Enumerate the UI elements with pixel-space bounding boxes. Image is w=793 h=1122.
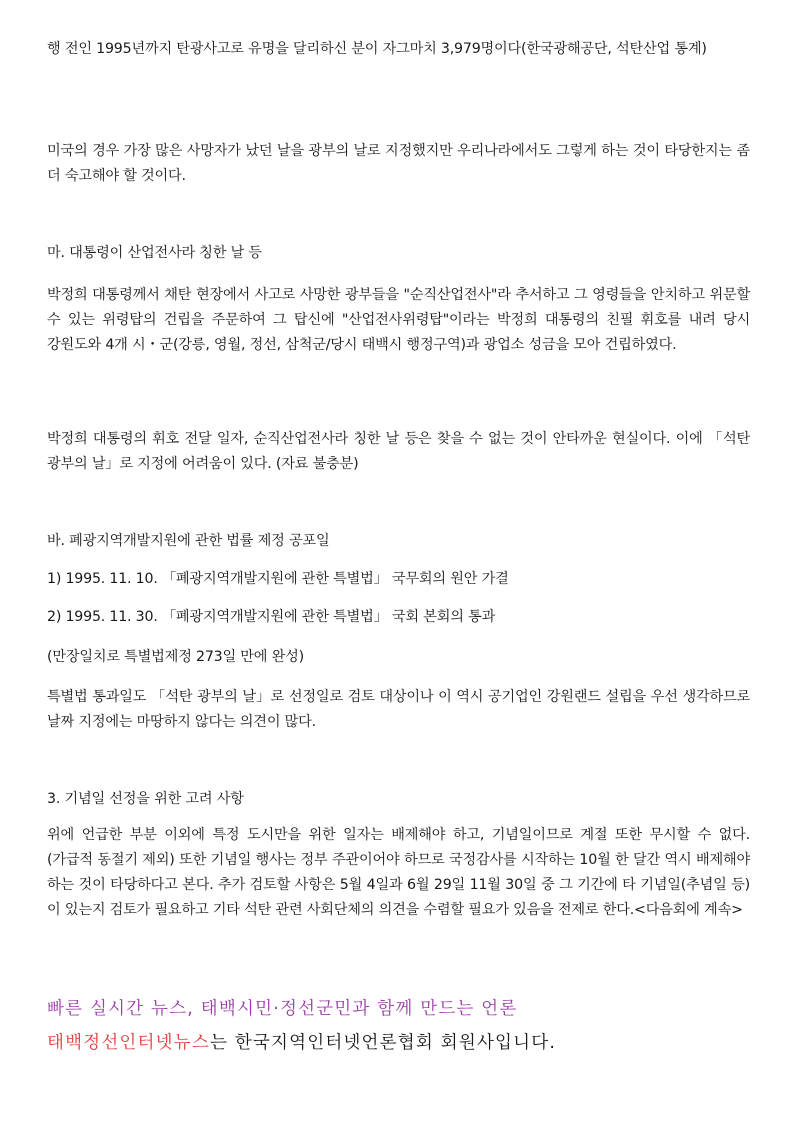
footer-membership-line (47, 1029, 767, 1054)
paragraph-us-miners-day: 미국의 경우 가장 많은 사망자가 났던 날을 광부의 날로 지정했지만 우리나라에서도 그렇게 하는 것이 타당한지는 좀 더 숙고해야 할 것이다. (47, 143, 750, 184)
section-heading-ba: 바. 폐광지역개발지원에 관한 법률 제정 공포일 (47, 533, 330, 549)
paragraph-no-records: 박정희 대통령의 휘호 전달 일자, 순직산업전사라 칭한 날 등은 찾을 수 없는 것이 안타까운 현실이다. 이에 「석탄 광부의 날」로 지정에 어려움이 있다. (자료 불충분) (47, 431, 750, 472)
list-item-assembly-passage: 2) 1995. 11. 30. 「폐광지역개발지원에 관한 특별법」 국회 본회의 통과 (47, 609, 496, 625)
paragraph-mine-accident-statistics: 행 전인 1995년까지 탄광사고로 유명을 달리하신 분이 자그마치 3,979명이다(한국광해공단, 석탄산업 통계) (47, 41, 707, 57)
list-item-cabinet-approval: 1) 1995. 11. 10. 「폐광지역개발지원에 관한 특별법」 국무회의 원안 가결 (47, 571, 509, 587)
paragraph-special-act-opinion: 특별법 통과일도 「석탄 광부의 날」로 선정일로 검토 대상이나 이 역시 공기업인 강원랜드 설립을 우선 생각하므로 날짜 지정에는 마땅하지 않다는 의견이 많다. (47, 689, 750, 730)
section-heading-3: 3. 기념일 선정을 위한 고려 사항 (47, 791, 244, 807)
footer-brand-name: 태백정선인터넷뉴스 (47, 1033, 210, 1053)
section-heading-ma: 마. 대통령이 산업전사라 칭한 날 등 (47, 245, 262, 261)
paragraph-memorial-tower: 박정희 대통령께서 채탄 현장에서 사고로 사망한 광부들을 "순직산업전사"라 추서하고 그 영령들을 안치하고 위문할 수 있는 위령탑의 건립을 주문하여 그 탑신에 "산업전사위령탑"이라는 박정희 대통령의 친필 휘호를 내려 당시 강원도와 4개 시・군(강릉, 영월, 정선, 삼척군/당시 태백시 행정구역)과 광업소 성금을 모아 건립하였다. (47, 287, 750, 353)
list-item-unanimous-note: (만장일치로 특별법제정 273일 만에 완성) (47, 649, 304, 665)
paragraph-considerations: 위에 언급한 부분 이외에 특정 도시만을 위한 일자는 배제해야 하고, 기념일이므로 계절 또한 무시할 수 없다. (가급적 동절기 제외) 또한 기념일 행사는 정부 주관이어야 하므로 국정감사를 시작하는 10월 한 달간 역시 배제해야 하는 것이 타당하다고 본다. 추가 검토할 사항은 5월 4일과 6월 29일 11월 30일 중 그 기간에 타 기념일(추념일 등)이 있는지 검토가 필요하고 기타 석탄 관련 사회단체의 의견을 수렴할 필요가 있음을 전제로 한다.<다음회에 계속> (47, 827, 750, 918)
footer-slogan: 빠른 실시간 뉴스, 태백시민·정선군민과 함께 만드는 언론 (47, 999, 518, 1019)
footer-membership-text: 는 한국지역인터넷언론협회 회원사입니다. (209, 1033, 557, 1053)
